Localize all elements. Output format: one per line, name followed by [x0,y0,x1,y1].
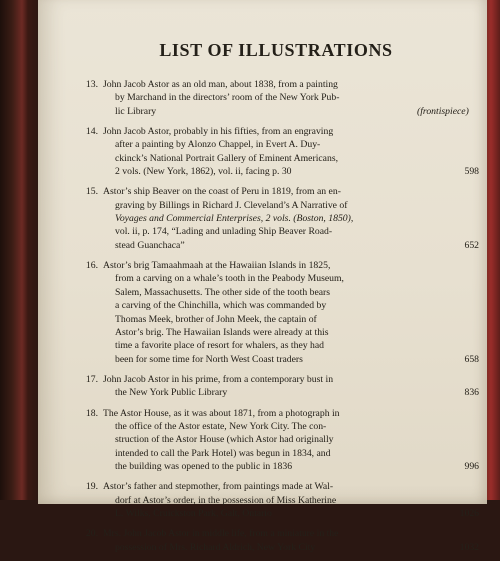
book-page [38,0,487,553]
entry-line: graving by Billings in Richard J. Cleveland’s A Narrative of [115,199,348,211]
entry-line: Astor’s brig. The Hawaiian Islands were already at this [115,326,329,338]
entry-line: after a painting by Alonzo Chappel, in Evert A. Duy- [115,139,321,151]
entry-line: Astor’s ship Beaver on the coast of Peru in 1819, from an en- [103,186,341,198]
entry-line: John Jacob Astor, probably in his fifties, from an engraving [103,126,334,138]
illustration-entry-13 [85,78,469,118]
page-reference: 996 [464,460,479,472]
entry-line: the building was opened to the public in 1836 [115,460,293,472]
entry-line: vol. ii, p. 174, “Lading and unlading Ship Beaver Road- [115,226,333,238]
entry-line: from a carving on a whale’s tooth in the Peabody Museum, [115,273,344,285]
entry-line: Thomas Meek, brother of John Meek, the captain of [115,313,317,325]
entry-line: Voyages and Commercial Enterprises, 2 vols. (Boston, 1850), [115,213,354,225]
entry-number: 14. [85,126,98,138]
entry-line: The Astor House, as it was about 1871, from a photograph in [103,407,340,419]
entry-line: by Marchand in the directors’ room of the New York Pub- [115,92,340,104]
entry-line: possession of Mrs. Richard Aldrich, New York City [115,541,316,553]
page-reference: 836 [464,387,479,399]
entry-line: ckinck’s National Portrait Gallery of Eminent Americans, [115,152,339,164]
page-reference: 598 [464,166,479,178]
entry-number: 13. [85,79,98,90]
entry-line: been for some time for North West Coast traders [115,353,303,365]
illustration-entry-16 [85,259,479,366]
entry-number: 17. [85,373,98,385]
entry-line: stead Guanchaca” [115,239,185,251]
entry-number: 16. [85,260,98,272]
page-reference: (frontispiece) [417,105,469,117]
entry-line: John Jacob Astor in his prime, from a contemporary bust in [103,373,334,385]
illustration-list [85,40,479,561]
illustration-entry-19 [85,480,479,520]
illustration-entry-17 [85,373,479,400]
entry-number: 15. [85,186,98,198]
entry-line: lic Library [115,105,157,117]
illustration-entry-20 [85,527,479,554]
entry-number: 18. [85,407,98,419]
entry-line: 2 vols. (New York, 1862), vol. ii, facing p. 30 [115,166,292,178]
entry-line: struction of the Astor House (which Astor had originally [115,434,334,446]
entry-line: a carving of the Chinchilla, which was commanded by [115,300,327,312]
entry-number: 20. [85,528,98,540]
entry-line: Mrs. John Jacob Astor in middle life, from a miniature in the [103,528,339,540]
entry-line: intended to call the Park Hotel) was begun in 1834, and [115,447,331,459]
illustration-entry-15 [85,185,479,252]
entry-line: Salem, Massachusetts. The other side of the tooth bears [115,286,331,298]
illustration-entry-14 [85,125,479,178]
entry-line: L. Wilks, Cruickston Park, Galt, Ontario [115,507,272,519]
entry-line: the New York Public Library [115,387,228,399]
page-reference: 652 [464,239,479,251]
illustration-entry-18 [85,407,479,474]
page-reference: 1032 [459,541,479,553]
entry-line: John Jacob Astor as an old man, about 1838, from a painting [103,79,338,90]
page-reference: 658 [464,353,479,365]
page-reference: 1026 [459,507,479,519]
page-title: LIST OF ILLUSTRATIONS [159,40,393,60]
entry-line: dorf at Astor’s order, in the possession of Miss Katherine [115,494,337,506]
entry-line: Astor’s father and stepmother, from paintings made at Wal- [103,481,334,493]
entry-line: Astor’s brig Tamaahmaah at the Hawaiian Islands in 1825, [103,260,331,272]
entry-line: time a favorite place of resort for whalers, as they had [115,340,325,352]
entry-line: the office of the Astor estate, New York City. The con- [115,420,327,432]
entry-number: 19. [85,481,98,493]
